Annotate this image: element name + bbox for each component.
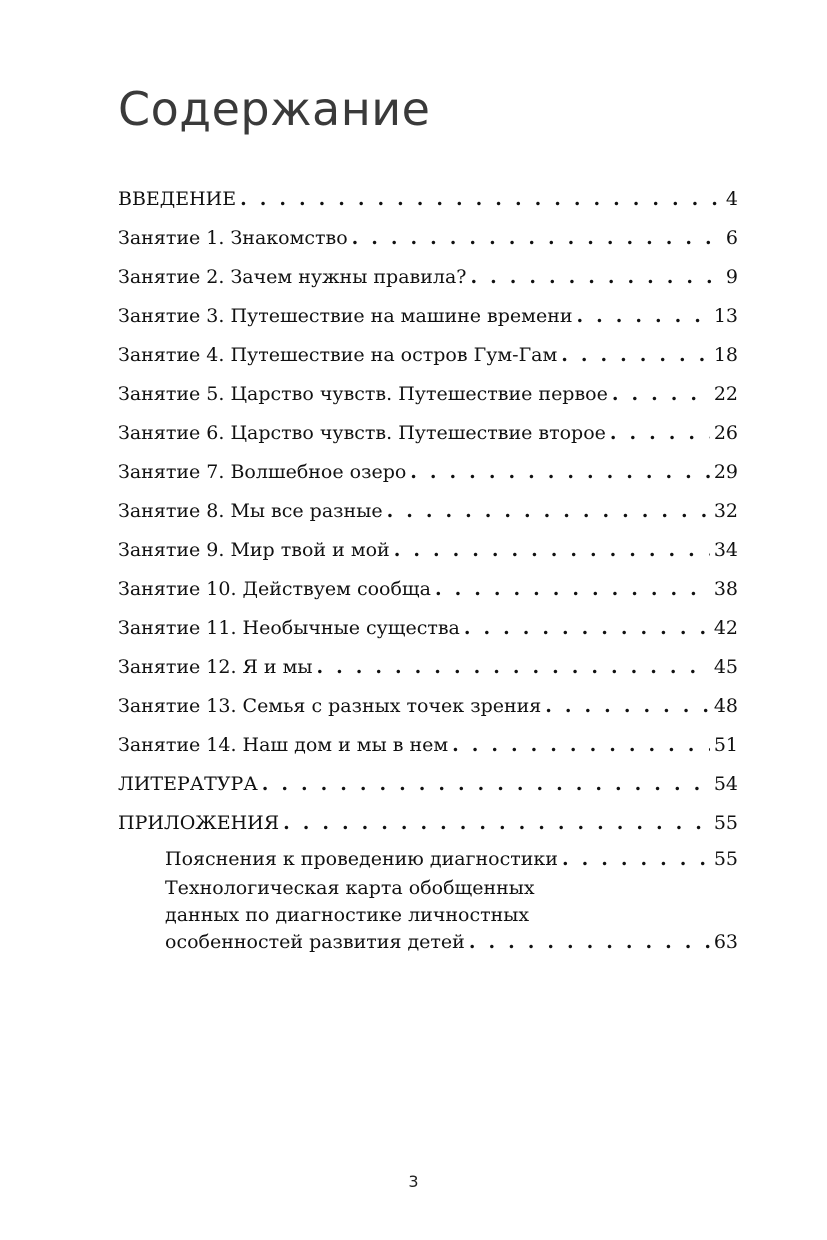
- toc-entry-lesson-12: [118, 648, 738, 687]
- dot-leader: [470, 258, 721, 297]
- toc-entry-label: ВВЕДЕНИЕ: [118, 188, 237, 210]
- toc-entry-page: 55: [713, 848, 738, 870]
- dot-leader: [561, 336, 710, 375]
- toc-entry-page: 9: [725, 266, 738, 288]
- toc-entry-label: Занятие 4. Путешествие на остров Гум-Гам: [118, 344, 558, 366]
- dot-leader: [452, 726, 710, 765]
- toc-entry-page: 51: [713, 734, 738, 756]
- dot-leader: [410, 453, 710, 492]
- dot-leader: [240, 180, 722, 219]
- toc-entry-lesson-1: [118, 219, 738, 258]
- toc-entry-lesson-5: [118, 375, 738, 414]
- toc-entry-label: Занятие 5. Царство чувств. Путешествие первое: [118, 383, 608, 405]
- toc-entry-lesson-13: [118, 687, 738, 726]
- toc-entry-label: Занятие 6. Царство чувств. Путешествие второе: [118, 422, 606, 444]
- toc-entry-label: ЛИТЕРАТУРА: [118, 773, 258, 795]
- toc-entry-page: 29: [713, 461, 738, 483]
- page-title: Содержание: [118, 82, 431, 136]
- toc-entry-label: Занятие 14. Наш дом и мы в нем: [118, 734, 449, 756]
- dot-leader: [577, 297, 710, 336]
- toc-entry-lesson-10: [118, 570, 738, 609]
- toc-entry-page: 48: [713, 695, 738, 717]
- toc-entry-label: Занятие 1. Знакомство: [118, 227, 348, 249]
- toc-entry-label: Пояснения к проведению диагностики: [165, 848, 558, 870]
- dot-leader: [387, 492, 710, 531]
- dot-leader: [469, 929, 710, 956]
- toc-entry-page: 63: [713, 931, 738, 953]
- toc-entry-label-line: данных по диагностике личностных: [165, 904, 530, 926]
- toc-entry-label-line: Технологическая карта обобщенных: [165, 877, 535, 899]
- toc-entry-introduction: [118, 180, 738, 219]
- toc-subentry-technology-map: [118, 875, 738, 956]
- toc-entry-lesson-3: [118, 297, 738, 336]
- toc-entry-label: Занятие 9. Мир твой и мой: [118, 539, 390, 561]
- toc-entry-literature: [118, 765, 738, 804]
- toc-entry-page: 34: [713, 539, 738, 561]
- toc-entry-label: Занятие 13. Семья с разных точек зрения: [118, 695, 542, 717]
- toc-entry-label: Занятие 3. Путешествие на машине времени: [118, 305, 573, 327]
- toc-entry-label: Занятие 10. Действуем сообща: [118, 578, 431, 600]
- toc-entry-page: 42: [713, 617, 738, 639]
- toc-entry-label: Занятие 8. Мы все разные: [118, 500, 383, 522]
- dot-leader: [435, 570, 710, 609]
- toc-entry-page: 18: [713, 344, 738, 366]
- dot-leader: [610, 414, 710, 453]
- toc-entry-last-line: [165, 929, 738, 956]
- toc-entry-lesson-14: [118, 726, 738, 765]
- dot-leader: [283, 804, 710, 843]
- toc-entry-page: 45: [713, 656, 738, 678]
- toc-entry-appendices: [118, 804, 738, 843]
- dot-leader: [352, 219, 722, 258]
- toc-entry-lesson-6: [118, 414, 738, 453]
- page-number: 3: [408, 1172, 419, 1191]
- dot-leader: [612, 375, 710, 414]
- dot-leader: [317, 648, 710, 687]
- toc-entry-lesson-8: [118, 492, 738, 531]
- toc-entry-page: 4: [725, 188, 738, 210]
- toc-entry-page: 22: [713, 383, 738, 405]
- dot-leader: [262, 765, 710, 804]
- dot-leader: [545, 687, 710, 726]
- toc-entry-page: 13: [713, 305, 738, 327]
- toc-entry-label: Занятие 12. Я и мы: [118, 656, 313, 678]
- toc-entry-page: 6: [725, 227, 738, 249]
- toc-entry-label: Занятие 7. Волшебное озеро: [118, 461, 407, 483]
- toc-subentry-diagnostics: [118, 843, 738, 875]
- toc-entry-page: 55: [713, 812, 738, 834]
- dot-leader: [562, 843, 710, 875]
- toc-entry-page: 38: [713, 578, 738, 600]
- toc-entry-label: Занятие 11. Необычные существа: [118, 617, 460, 639]
- toc-entry-lesson-11: [118, 609, 738, 648]
- dot-leader: [464, 609, 710, 648]
- toc-entry-page: 54: [713, 773, 738, 795]
- table-of-contents: [118, 180, 738, 956]
- dot-leader: [394, 531, 710, 570]
- toc-entry-lesson-7: [118, 453, 738, 492]
- toc-entry-label: Занятие 2. Зачем нужны правила?: [118, 266, 467, 288]
- toc-entry-label: ПРИЛОЖЕНИЯ: [118, 812, 280, 834]
- toc-entry-page: 26: [713, 422, 738, 444]
- toc-entry-lesson-4: [118, 336, 738, 375]
- toc-entry-lesson-9: [118, 531, 738, 570]
- toc-entry-lesson-2: [118, 258, 738, 297]
- toc-entry-page: 32: [713, 500, 738, 522]
- toc-entry-label-line: особенностей развития детей: [165, 931, 465, 953]
